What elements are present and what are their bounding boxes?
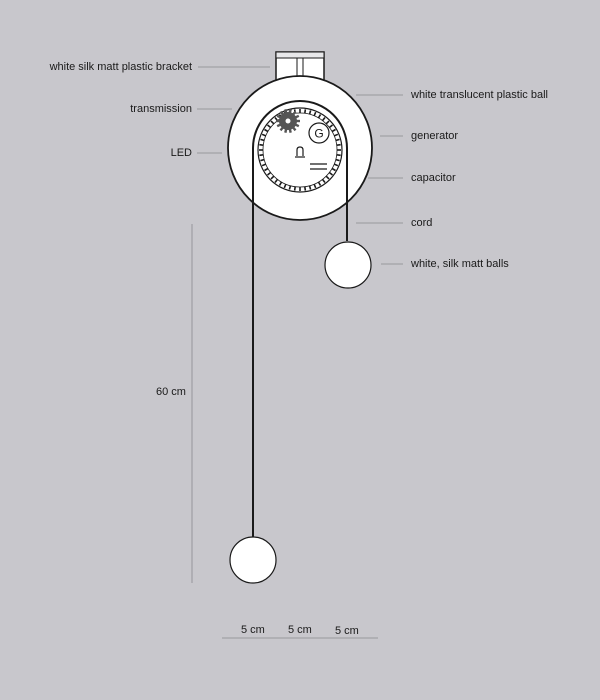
label-balls: white, silk matt balls	[411, 258, 509, 270]
label-generator: generator	[411, 130, 459, 142]
wheel-tooth	[310, 110, 311, 114]
wheel-tooth	[305, 109, 306, 113]
wheel-tooth	[305, 187, 306, 191]
translucent-ball	[228, 76, 372, 220]
wheel-tooth	[295, 187, 296, 191]
label-translucent-ball: white translucent plastic ball	[411, 89, 548, 101]
dimension-right: 5 cm	[335, 625, 359, 637]
label-capacitor: capacitor	[411, 172, 456, 184]
wheel-tooth	[337, 155, 341, 156]
wheel-tooth	[260, 139, 264, 140]
wheel-tooth	[337, 145, 341, 146]
wheel-tooth	[260, 160, 264, 161]
wheel-tooth	[336, 139, 340, 140]
generator-icon	[309, 123, 329, 143]
label-led: LED	[170, 147, 192, 159]
label-transmission: transmission	[130, 103, 192, 115]
generator-symbol: G	[314, 126, 324, 141]
wheel-tooth	[336, 160, 340, 161]
label-bracket: white silk matt plastic bracket	[49, 61, 192, 73]
wheel-tooth	[289, 186, 290, 190]
upper-ball	[325, 242, 371, 288]
lower-ball	[230, 537, 276, 583]
wheel-tooth	[259, 155, 263, 156]
dimension-middle: 5 cm	[288, 624, 312, 636]
dimension-left: 5 cm	[241, 624, 265, 636]
label-cord: cord	[411, 217, 433, 229]
wheel-tooth	[259, 145, 263, 146]
label-height: 60 cm	[156, 386, 186, 398]
wheel-tooth	[310, 186, 311, 190]
